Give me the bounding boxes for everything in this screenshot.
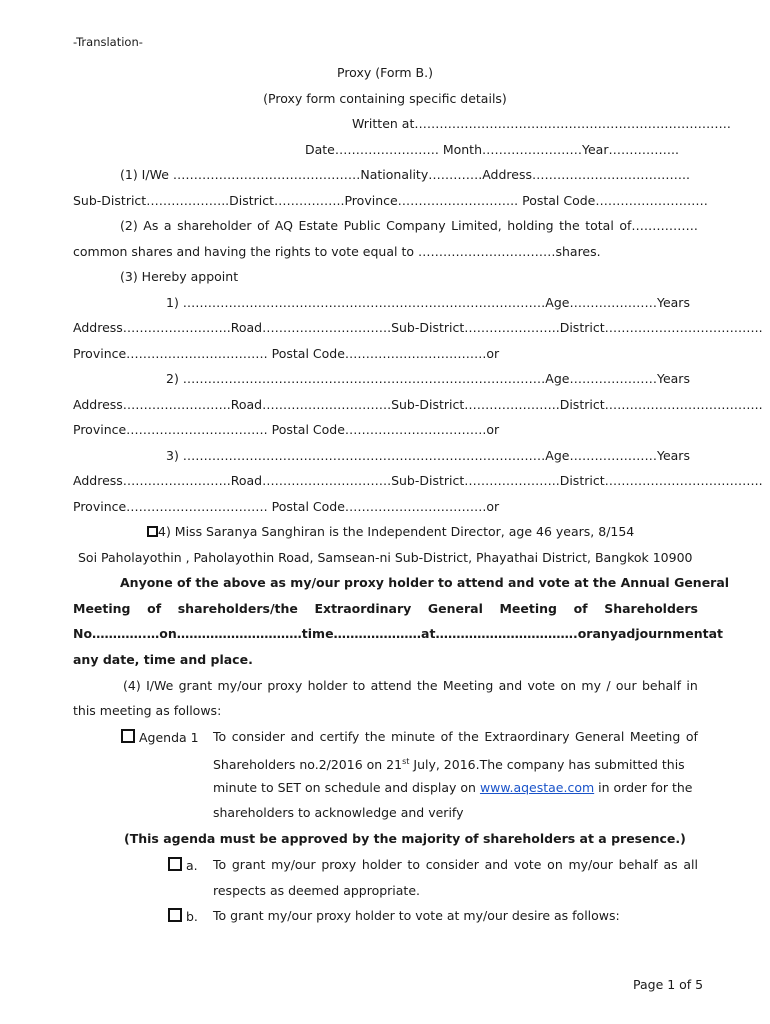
option-a-checkbox[interactable] bbox=[168, 857, 182, 871]
option-a-label: a. bbox=[168, 857, 198, 874]
word: total bbox=[585, 218, 614, 233]
word: No………….…on…………………………time…………………at……………………………. bbox=[73, 626, 578, 641]
director-text: 4) Miss Saranya Sanghiran is the Independent Director, age 46 years, 8/154 bbox=[158, 524, 635, 539]
word: to bbox=[407, 857, 420, 872]
agenda-1-label bbox=[121, 729, 199, 746]
word: the bbox=[364, 729, 386, 744]
proxy-1-name-line[interactable]: 1) ……………………………………………………………………………Age…………………Years bbox=[166, 295, 690, 310]
company-website-link[interactable]: www.aqestae.com bbox=[479, 780, 595, 795]
word: on bbox=[547, 857, 563, 872]
word: vote bbox=[513, 857, 542, 872]
grant-line-1 bbox=[123, 678, 698, 694]
word: As bbox=[143, 218, 159, 233]
word: Estate bbox=[298, 218, 339, 233]
word: consider bbox=[231, 729, 285, 744]
page-number: Page 1 of 5 bbox=[633, 977, 704, 992]
approval-note: (This agenda must be approved by the majority of shareholders at a presence.) bbox=[124, 831, 686, 846]
word: I/We bbox=[146, 678, 174, 693]
word: grant bbox=[231, 857, 266, 872]
word: Extraordinary bbox=[484, 729, 570, 744]
proxy-scope-line-2 bbox=[73, 601, 698, 617]
word: of bbox=[257, 218, 270, 233]
word: AQ bbox=[274, 218, 293, 233]
word: the bbox=[458, 729, 479, 744]
proxy-3-name-line[interactable]: 3) ……………………………………………………………………………Age…………………Years bbox=[166, 448, 690, 463]
word: behalf bbox=[618, 857, 658, 872]
word: attend bbox=[370, 678, 412, 693]
word: holder bbox=[361, 857, 402, 872]
word: and bbox=[498, 678, 523, 693]
agenda-1-checkbox[interactable] bbox=[121, 729, 135, 743]
word: my/our bbox=[217, 678, 263, 693]
option-b-checkbox[interactable] bbox=[168, 908, 182, 922]
proxy-scope-line-4: any date, time and place. bbox=[73, 652, 253, 667]
date-field[interactable]: Date……………………. Month……………………Year…………….. bbox=[305, 142, 679, 157]
proxy-3-address-line[interactable]: Address……………………..Road………………………….Sub-District…………………..District……………………………….. bbox=[73, 473, 763, 488]
director-option bbox=[147, 524, 634, 540]
word: my bbox=[581, 678, 601, 693]
word: General bbox=[575, 729, 625, 744]
word: at bbox=[708, 626, 723, 641]
shareholding-line[interactable] bbox=[120, 218, 698, 234]
proxy-2-province-line[interactable]: Province……………………………. Postal Code…………………………….or bbox=[73, 422, 500, 437]
grant-line-2: this meeting as follows: bbox=[73, 703, 222, 718]
word: of bbox=[440, 729, 453, 744]
word: To bbox=[213, 857, 227, 872]
word: all bbox=[683, 857, 698, 872]
word: our bbox=[615, 678, 637, 693]
word: and bbox=[290, 729, 315, 744]
word: of bbox=[685, 729, 698, 744]
proxy-3-province-line[interactable]: Province……………………………. Postal Code…………………………….or bbox=[73, 499, 500, 514]
word: proxy bbox=[267, 678, 303, 693]
proxy-2-address-line[interactable]: Address……………………..Road………………………….Sub-District…………………..District……………………………….. bbox=[73, 397, 763, 412]
word: holding bbox=[507, 218, 554, 233]
word: To bbox=[213, 729, 227, 744]
word: Public bbox=[343, 218, 381, 233]
word: the bbox=[417, 678, 438, 693]
word: adjournment bbox=[617, 626, 709, 641]
word: Limited, bbox=[451, 218, 502, 233]
word: and bbox=[484, 857, 509, 872]
voting-rights-line[interactable]: common shares and having the rights to vote equal to ……………………………shares. bbox=[73, 244, 601, 259]
word: in bbox=[686, 678, 698, 693]
word: Meeting bbox=[442, 678, 494, 693]
word: behalf bbox=[641, 678, 682, 693]
word: grant bbox=[178, 678, 213, 693]
header-translation: -Translation- bbox=[73, 35, 143, 49]
agenda-1-desc-line-2: Shareholders no.2/2016 on 21st July, 2016.The company has submitted this bbox=[213, 757, 685, 773]
director-address: Soi Paholayothin , Paholayothin Road, Samsean-ni Sub-District, Phayathai District, Bangkok 10900 bbox=[78, 550, 693, 565]
option-a-text-line-1 bbox=[213, 857, 698, 873]
word: to bbox=[352, 678, 366, 693]
word: my/our bbox=[271, 857, 316, 872]
agenda-1-desc-line-1 bbox=[213, 729, 698, 745]
word: of bbox=[573, 601, 588, 616]
word: on bbox=[560, 678, 577, 693]
shareholder-name-line[interactable]: (1) I/We ………………………………………Nationality………….Address……………………………….. bbox=[120, 167, 690, 182]
meeting-details-line[interactable] bbox=[73, 626, 723, 642]
word: of bbox=[147, 601, 162, 616]
word: Meeting bbox=[499, 601, 557, 616]
word: (2) bbox=[120, 218, 138, 233]
proxy-scope-line-1: Anyone of the above as my/our proxy holder to attend and vote at the Annual General bbox=[120, 575, 730, 590]
word: proxy bbox=[321, 857, 357, 872]
word: the bbox=[559, 218, 580, 233]
shareholder-address-line[interactable]: Sub-District………………..District……………..Province……………………….. Postal Code……………………… bbox=[73, 193, 708, 208]
option-a-text-line-2: respects as deemed appropriate. bbox=[213, 883, 421, 898]
word: a bbox=[163, 218, 172, 233]
word: vote bbox=[527, 678, 556, 693]
written-at-field[interactable]: Written at…………………………………………………………………. bbox=[352, 116, 731, 131]
word: / bbox=[606, 678, 611, 693]
proxy-1-province-line[interactable]: Province……………………………. Postal Code…………………………….or bbox=[73, 346, 500, 361]
form-title: Proxy (Form B.) bbox=[337, 65, 433, 80]
agenda-1-text: Agenda 1 bbox=[139, 730, 199, 745]
word: certify bbox=[319, 729, 360, 744]
word: Meeting bbox=[73, 601, 131, 616]
word: any bbox=[592, 626, 618, 641]
word: shareholders/the bbox=[177, 601, 298, 616]
word: Shareholders bbox=[604, 601, 698, 616]
word: Meeting bbox=[629, 729, 681, 744]
option-b-label: b. bbox=[168, 908, 198, 925]
hereby-appoint: (3) Hereby appoint bbox=[120, 269, 239, 284]
option-b-text: To grant my/our proxy holder to vote at my/our desire as follows: bbox=[213, 908, 620, 923]
word: General bbox=[427, 601, 483, 616]
word: Company bbox=[386, 218, 446, 233]
word: Extraordinary bbox=[314, 601, 412, 616]
word: (4) bbox=[123, 678, 141, 693]
agenda-1-desc-line-4: shareholders to acknowledge and verify bbox=[213, 805, 464, 820]
word: minute bbox=[390, 729, 436, 744]
word: my/our bbox=[568, 857, 613, 872]
word: as bbox=[663, 857, 678, 872]
word: holder bbox=[307, 678, 348, 693]
proxy-2-name-line[interactable]: 2) ……………………………………………………………………………Age…………………Years bbox=[166, 371, 690, 386]
word: consider bbox=[425, 857, 479, 872]
word: of……………. bbox=[619, 218, 698, 233]
agenda-1-desc-line-3: minute to SET on schedule and display on www.aqestae.com in order for the bbox=[213, 780, 693, 795]
director-checkbox[interactable] bbox=[147, 526, 158, 537]
proxy-1-address-line[interactable]: Address……………………..Road………………………….Sub-District…………………..District……………………………….. bbox=[73, 320, 763, 335]
form-subtitle: (Proxy form containing specific details) bbox=[263, 91, 507, 106]
word: shareholder bbox=[177, 218, 252, 233]
word: or bbox=[577, 626, 593, 641]
